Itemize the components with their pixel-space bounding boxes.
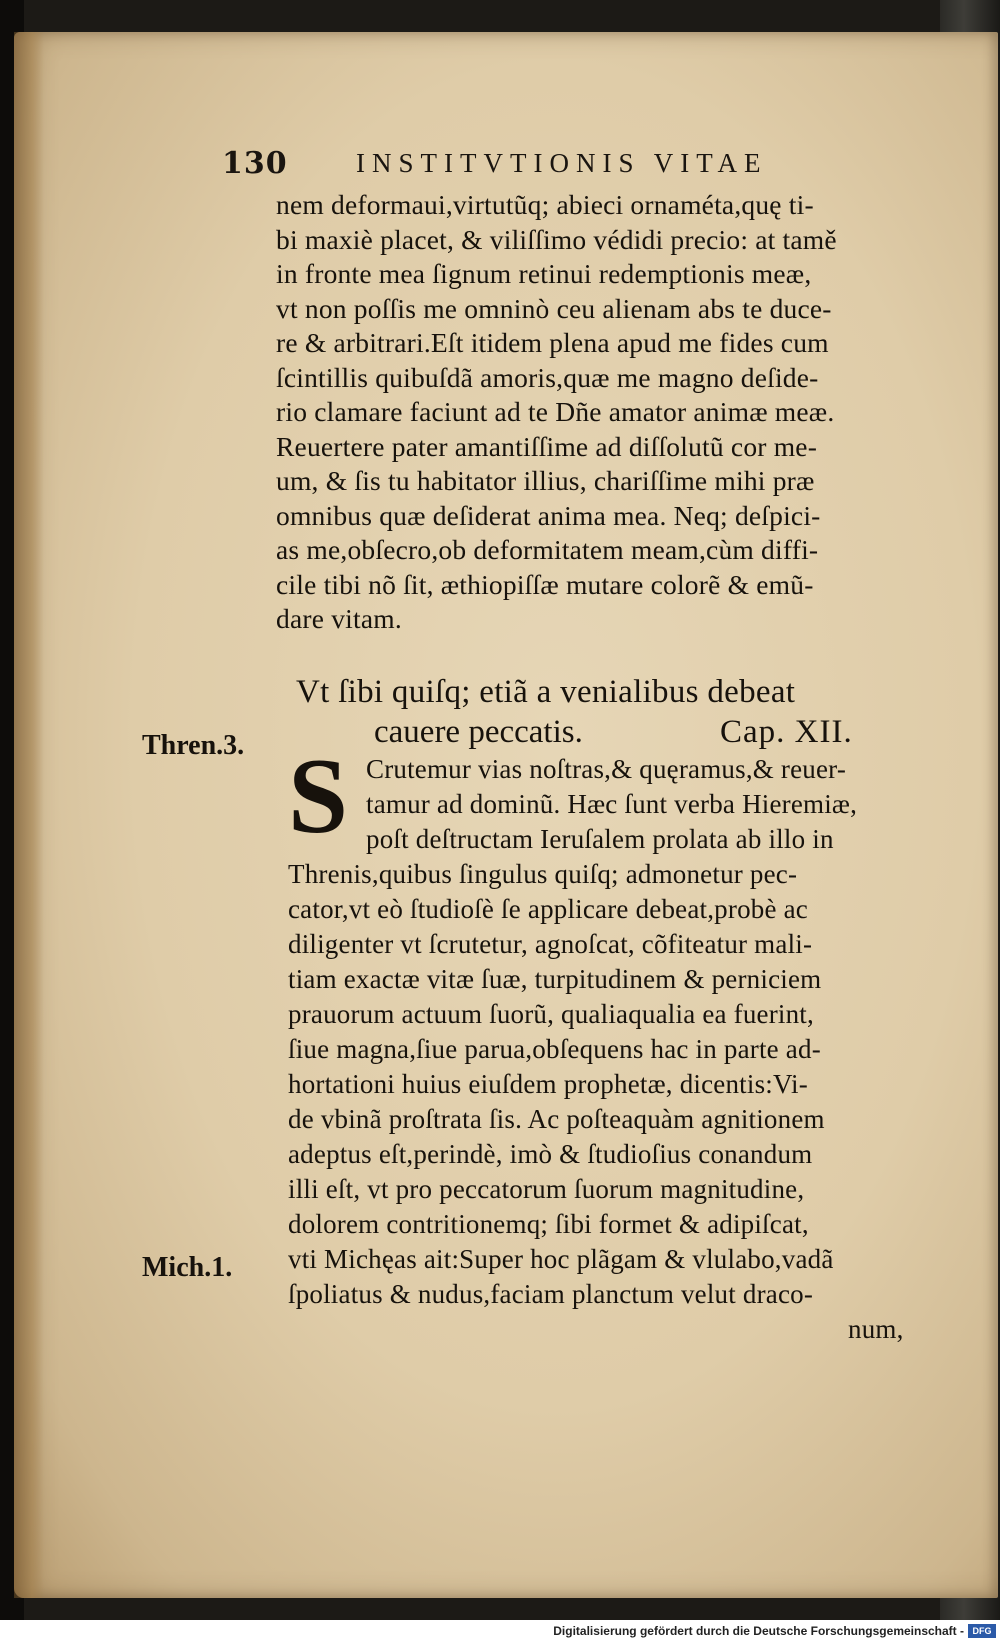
- text-line: Threnis,quibus ſingulus quiſq; admonetur pec-: [288, 859, 798, 889]
- text-line: in fronte mea ſignum retinui redemptionis meæ,: [276, 258, 812, 289]
- text-line: poſt deſtructam Ieruſalem prolata ab illo in: [366, 824, 834, 854]
- drop-cap-initial: S: [288, 737, 349, 856]
- text-line: cile tibi nõ ſit, æthiopiſſæ mutare colorẽ & emũ-: [276, 568, 814, 600]
- chapter-title-end: cauere peccatis.: [374, 714, 583, 750]
- paragraph-1: [276, 188, 912, 637]
- running-title: INSTITVTIONIS VITAE: [356, 148, 768, 178]
- text-line: hortationi huius eiuſdem prophetæ, dicentis:Vi-: [288, 1069, 808, 1099]
- catchword: num,: [848, 1314, 904, 1344]
- text-line: prauorum actuum ſuorũ, qualiaqualia ea fuerint,: [288, 999, 814, 1029]
- paragraph-2: [288, 737, 918, 1347]
- page-gutter: [14, 32, 44, 1598]
- text-line: rio clamare faciunt ad te Dñe amator animæ meæ.: [276, 396, 835, 427]
- text-line: illi eſt, vt pro peccatorum ſuorum magnitudine,: [288, 1174, 805, 1204]
- text-line: ſiue magna,ſiue parua,obſequens hac in parte ad-: [288, 1034, 821, 1064]
- text-line: as me,obſecro,ob deformitatem meam,cùm diffi-: [276, 534, 819, 565]
- page-number: 130: [222, 146, 288, 181]
- text-line: Crutemur vias noſtras,& quęramus,& reuer-: [366, 754, 847, 784]
- text-line: bi maxiè placet, & viliſſimo védidi precio: at tamě: [276, 223, 837, 255]
- margin-note-micah: Mich.1.: [142, 1252, 233, 1283]
- dfg-logo-icon: DFG: [968, 1624, 996, 1638]
- text-line: de vbinã proſtrata ſis. Ac poſteaquàm agnitionem: [288, 1104, 825, 1134]
- text-line: adeptus eſt,perindè, imò & ſtudioſius conandum: [288, 1139, 813, 1169]
- margin-note-threnody: Thren.3.: [142, 730, 245, 761]
- text-line: nem deformaui,virtutũq; abieci ornaméta,quę ti-: [276, 189, 814, 220]
- text-line: um, & ſis tu habitator illius, chariſſime mihi præ: [276, 465, 815, 496]
- text-line: tiam exactæ vitæ ſuæ, turpitudinem & perniciem: [288, 964, 822, 994]
- text-line: Reuertere pater amantiſſime ad diſſolutũ cor me-: [276, 430, 818, 462]
- text-line: re & arbitrari.Eſt itidem plena apud me fides cum: [276, 327, 829, 358]
- chapter-title-line-1: Vt ſibi quiſq; etiã a venialibus debeat: [296, 674, 796, 710]
- text-line: tamur ad dominũ. Hæc ſunt verba Hieremiæ,: [366, 789, 858, 819]
- digitization-footer: [0, 1620, 1000, 1644]
- running-head: [222, 146, 882, 186]
- text-line: ſpoliatus & nudus,faciam planctum velut draco-: [288, 1279, 814, 1309]
- text-line: diligenter vt ſcrutetur, agnoſcat, cõfiteatur mali-: [288, 929, 813, 959]
- chapter-number: Cap. XII.: [720, 714, 853, 750]
- text-line: vt non poſſis me omninò ceu alienam abs te duce-: [276, 292, 832, 324]
- text-line: dolorem contritionemq; ſibi formet & adipiſcat,: [288, 1209, 809, 1239]
- chapter-title-line-2: [296, 712, 916, 752]
- text-line: omnibus quæ deſiderat anima mea. Neq; deſpici-: [276, 499, 821, 531]
- text-line: cator,vt eò ſtudioſè ſe applicare debeat,probè ac: [288, 894, 808, 924]
- funding-credit: Digitalisierung gefördert durch die Deutsche Forschungsgemeinschaft -: [553, 1624, 964, 1638]
- text-line: dare vitam.: [276, 603, 402, 634]
- text-line: ſcintillis quibuſdã amoris,quæ me magno deſide-: [276, 361, 819, 393]
- chapter-heading: [296, 672, 916, 752]
- text-line: vti Michęas ait:Super hoc plãgam & vlulabo,vadã: [288, 1244, 834, 1274]
